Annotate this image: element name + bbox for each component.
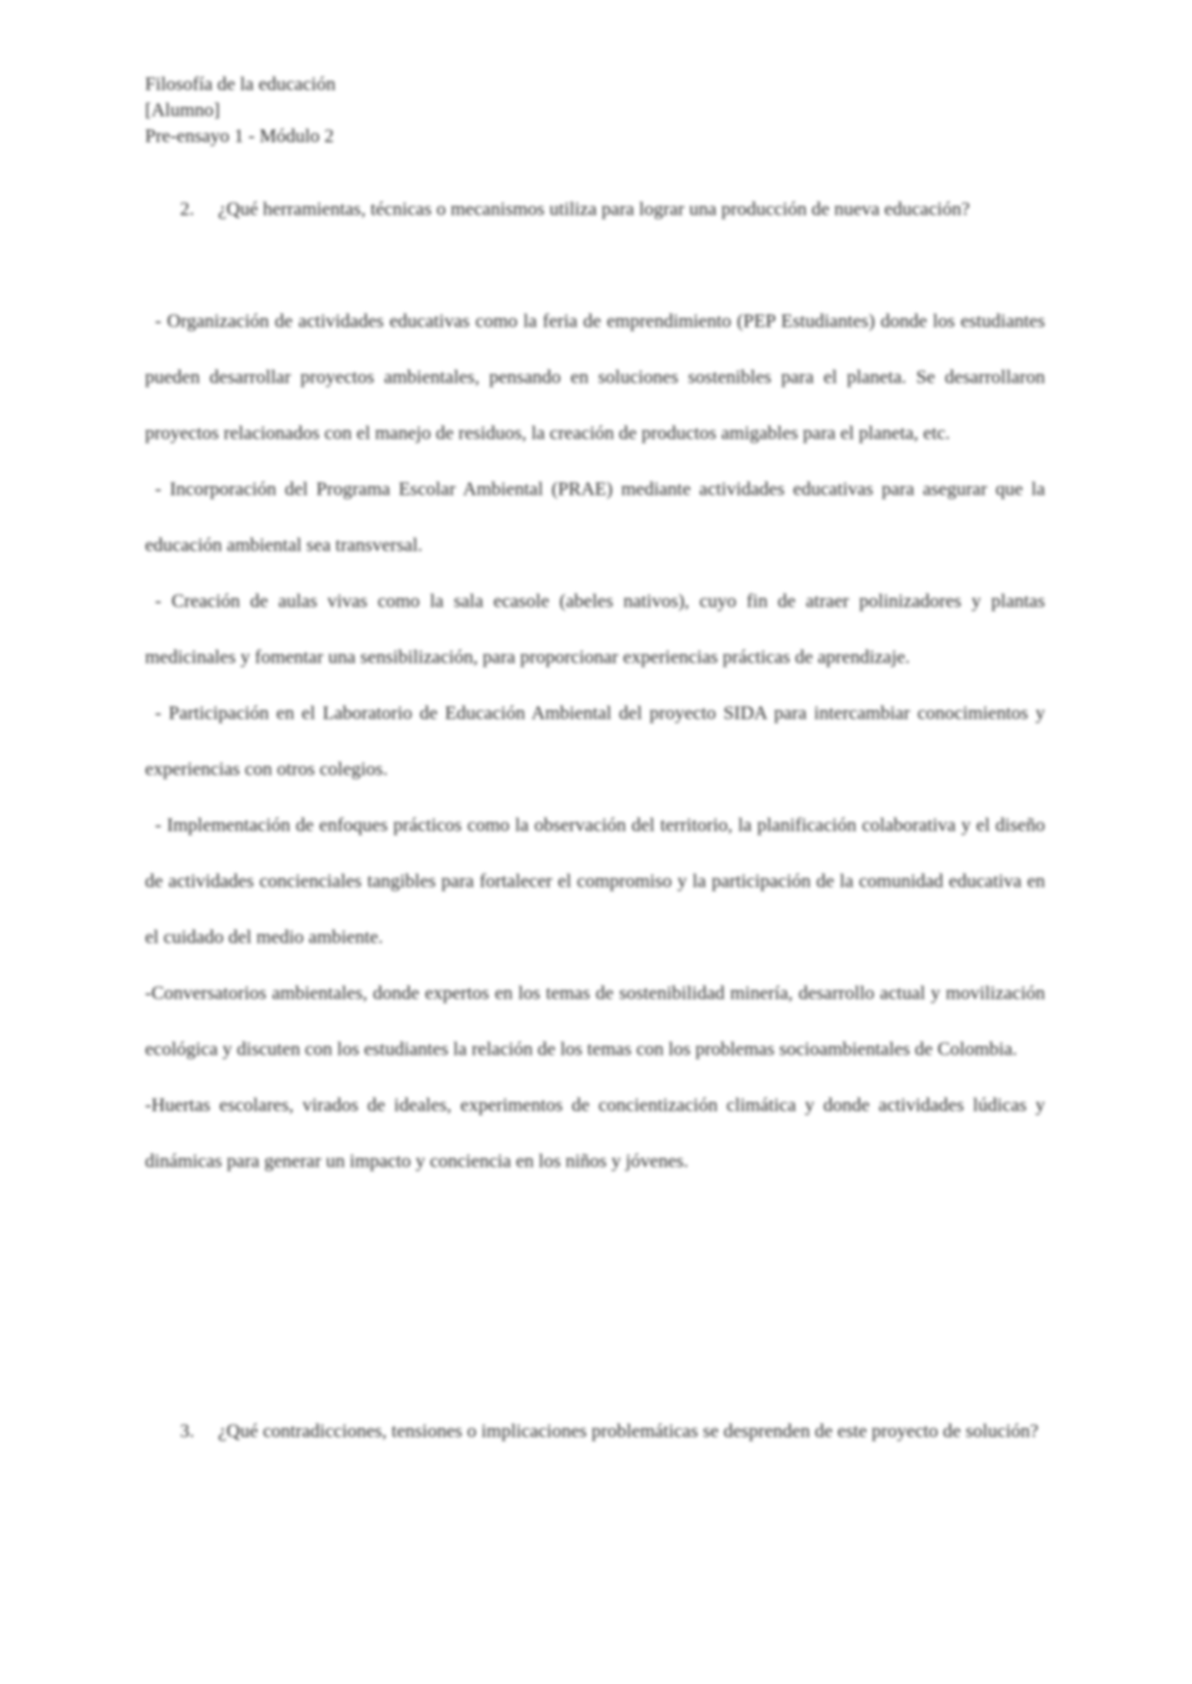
question-2 bbox=[180, 182, 1050, 238]
question-text: ¿Qué herramientas, técnicas o mecanismos utiliza para lograr una producción de nueva educación? bbox=[218, 199, 970, 220]
assignment-title: Pre-ensayo 1 - Módulo 2 bbox=[145, 126, 334, 147]
student-name: [Alumno] bbox=[145, 100, 220, 121]
answer-paragraph: - Implementación de enfoques prácticos como la observación del territorio, la planificación colaborativa y el diseño de actividades concienciales tangibles para fortalecer el compromiso y la participación de la comunidad educativa en el cuidado del medio ambiente. bbox=[145, 815, 1045, 948]
answer-paragraph: - Incorporación del Programa Escolar Ambiental (PRAE) mediante actividades educativas para asegurar que la educación ambiental sea transversal. bbox=[145, 479, 1045, 556]
answer-paragraph: -Conversatorios ambientales, donde expertos en los temas de sostenibilidad minería, desarrollo actual y movilización ecológica y discuten con los estudiantes la relación de los temas con los problemas socioambientales de Colombia. bbox=[145, 983, 1045, 1060]
answer-paragraph: - Organización de actividades educativas como la feria de emprendimiento (PEP Estudiantes) donde los estudiantes pueden desarrollar proyectos ambientales, pensando en soluciones sostenibles para el planeta. Se desarrollaron proyectos relacionados con el manejo de residuos, la creación de productos amigables para el planeta, etc. bbox=[145, 311, 1045, 444]
answer-paragraph: - Participación en el Laboratorio de Educación Ambiental del proyecto SIDA para intercambiar conocimientos y experiencias con otros colegios. bbox=[145, 703, 1045, 780]
course-title: Filosofía de la educación bbox=[145, 74, 336, 95]
question-3 bbox=[180, 1404, 1050, 1460]
question-text: ¿Qué contradicciones, tensiones o implicaciones problemáticas se desprenden de este proyecto de solución? bbox=[218, 1421, 1039, 1442]
answer-list bbox=[145, 294, 1045, 1190]
question-number: 3. bbox=[180, 1421, 195, 1442]
question-number: 2. bbox=[180, 199, 195, 220]
answer-paragraph: -Huertas escolares, virados de ideales, experimentos de concientización climática y donde actividades lúdicas y dinámicas para generar un impacto y conciencia en los niños y jóvenes. bbox=[145, 1095, 1045, 1172]
document-header bbox=[145, 72, 335, 150]
answer-paragraph: - Creación de aulas vivas como la sala ecasole (abeles nativos), cuyo fin de atraer polinizadores y plantas medicinales y fomentar una sensibilización, para proporcionar experiencias prácticas de aprendizaje. bbox=[145, 591, 1045, 668]
